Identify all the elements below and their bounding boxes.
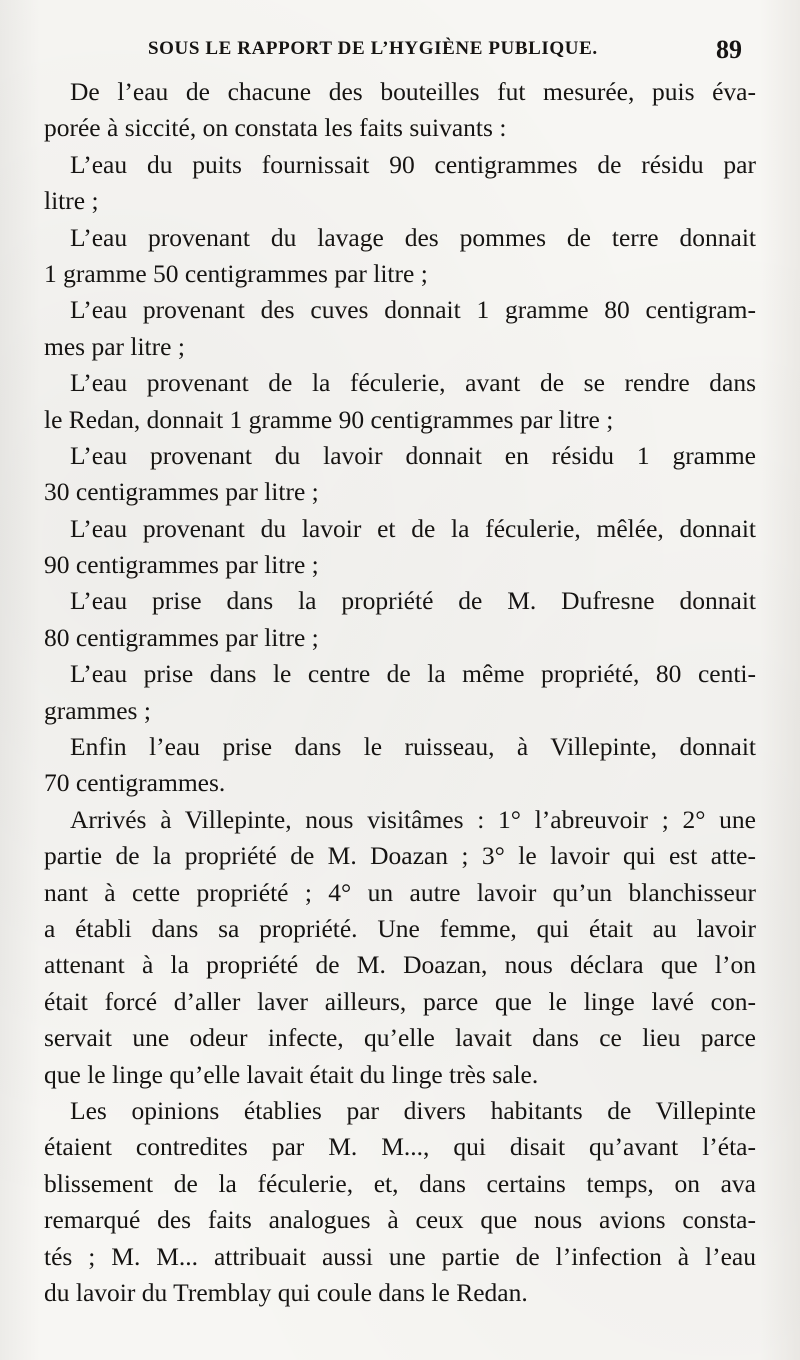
text-line: était forcé d’aller laver ailleurs, parce que le linge lavé con- [44,986,756,1016]
text-line: L’eau du puits fournissait 90 centigrammes de résidu par [70,149,756,179]
text-line: tés ; M. M... attribuait aussi une partie de l’infection à l’eau [44,1241,756,1271]
text-line: Arrivés à Villepinte, nous visitâmes : 1° l’abreuvoir ; 2° une [70,804,756,834]
text-line: 70 centigrammes. [44,768,226,798]
text-line: étaient contredites par M. M..., qui disait qu’avant l’éta- [44,1132,756,1162]
text-line: 30 centigrammes par litre ; [44,477,319,507]
text-line: De l’eau de chacune des bouteilles fut mesurée, puis éva- [70,77,756,106]
text-line: L’eau provenant du lavoir donnait en résidu 1 gramme [70,440,756,470]
text-line: blissement de la féculerie, et, dans certains temps, on ava [44,1168,756,1198]
text-line: Les opinions établies par divers habitants de Villepinte [70,1095,756,1125]
text-line: le Redan, donnait 1 gramme 90 centigrammes par litre ; [44,404,614,434]
text-line: a établi dans sa propriété. Une femme, qui était au lavoir [44,913,756,943]
text-line: nant à cette propriété ; 4° un autre lavoir qu’un blanchisseur [44,877,756,907]
text-line: porée à siccité, on constata les faits suivants : [44,113,507,143]
text-line: L’eau provenant du lavage des pommes de terre donnait [70,222,756,252]
text-line: L’eau provenant des cuves donnait 1 gramme 80 centigram- [70,295,756,325]
text-line: partie de la propriété de M. Doazan ; 3° le lavoir qui est atte- [44,841,756,871]
page-header [0,35,800,68]
text-line: que le linge qu’elle lavait était du linge très sale. [44,1059,539,1089]
body-text [44,74,756,1311]
text-line: du lavoir du Tremblay qui coule dans le Redan. [44,1277,528,1307]
text-line: mes par litre ; [44,331,185,361]
text-line: 80 centigrammes par litre ; [44,622,319,652]
text-line: 90 centigrammes par litre ; [44,550,319,580]
page-number: 89 [716,35,742,64]
text-line: litre ; [44,186,99,216]
text-line: grammes ; [44,695,151,725]
text-line: L’eau prise dans le centre de la même propriété, 80 centi- [70,659,756,689]
text-line: L’eau provenant du lavoir et de la féculerie, mêlée, donnait [70,513,756,543]
text-line: servait une odeur infecte, qu’elle lavait dans ce lieu parce [44,1023,756,1053]
running-title: SOUS LE RAPPORT DE L’HYGIÈNE PUBLIQUE. [148,38,598,59]
text-line: attenant à la propriété de M. Doazan, nous déclara que l’on [44,950,756,980]
text-line: L’eau provenant de la féculerie, avant de se rendre dans [70,368,756,398]
text-line: remarqué des faits analogues à ceux que nous avions consta- [44,1205,756,1235]
text-line: L’eau prise dans la propriété de M. Dufresne donnait [70,586,756,616]
text-line: 1 gramme 50 centigrammes par litre ; [44,258,428,288]
text-line: Enfin l’eau prise dans le ruisseau, à Villepinte, donnait [70,732,756,762]
